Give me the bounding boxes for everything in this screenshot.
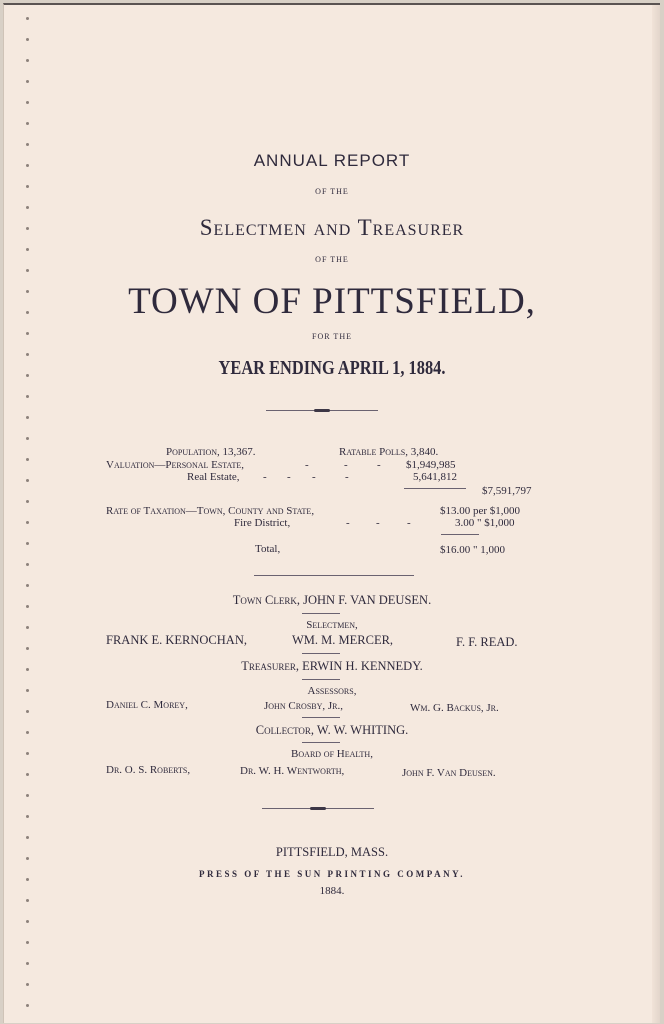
stitch-mark xyxy=(26,353,29,356)
selectman-3: F. F. READ. xyxy=(456,635,518,649)
stitch-mark xyxy=(26,248,29,251)
stitch-mark xyxy=(26,542,29,545)
assessor-2: John Crosby, Jr., xyxy=(264,700,343,712)
dash: - xyxy=(377,459,381,471)
title-town-of-pittsfield: TOWN OF PITTSFIELD, xyxy=(128,281,536,322)
selectman-2: WM. M. MERCER, xyxy=(292,633,394,647)
health-member-3: John F. Van Deusen. xyxy=(402,767,496,779)
title-year-ending: YEAR ENDING APRIL 1, 1884. xyxy=(218,357,446,379)
stitch-mark xyxy=(26,416,29,419)
report-title-page xyxy=(3,3,660,1023)
stitch-mark xyxy=(26,80,29,83)
stitch-mark xyxy=(26,815,29,818)
stitch-mark xyxy=(26,122,29,125)
stitch-mark xyxy=(26,647,29,650)
stitch-mark xyxy=(26,374,29,377)
rate-value: $13.00 per $1,000 xyxy=(440,505,521,517)
stitch-mark xyxy=(26,794,29,797)
stitch-mark xyxy=(26,521,29,524)
treasurer: Treasurer, ERWIN H. KENNEDY. xyxy=(241,659,423,673)
stitch-mark xyxy=(26,920,29,923)
selectmen-heading: Selectmen, xyxy=(306,619,358,631)
health-member-1: Dr. O. S. Roberts, xyxy=(106,764,191,776)
total-value: $16.00 " 1,000 xyxy=(440,544,505,556)
stitch-mark xyxy=(26,437,29,440)
sum-rule xyxy=(404,488,466,489)
sum-rule xyxy=(441,534,479,535)
assessor-1: Daniel C. Morey, xyxy=(106,699,188,711)
stitch-mark xyxy=(26,59,29,62)
short-rule xyxy=(302,653,340,654)
board-of-health-heading: Board of Health, xyxy=(291,748,373,760)
rate-of-taxation-label: Rate of Taxation—Town, County and State, xyxy=(106,505,315,517)
ratable-polls: Ratable Polls, 3,840. xyxy=(339,446,439,458)
stitch-mark xyxy=(26,962,29,965)
stitch-mark xyxy=(26,500,29,503)
title-of-the-1: OF THE xyxy=(315,187,349,196)
dash: - xyxy=(312,471,316,483)
dash: - xyxy=(305,459,309,471)
imprint-year: 1884. xyxy=(319,885,345,897)
dash: - xyxy=(407,517,411,529)
dash: - xyxy=(346,517,350,529)
personal-estate-value: $1,949,985 xyxy=(406,459,456,471)
health-member-2: Dr. W. H. Wentworth, xyxy=(240,765,345,777)
stitch-mark xyxy=(26,941,29,944)
dash: - xyxy=(344,459,348,471)
stitch-mark xyxy=(26,710,29,713)
population: Population, 13,367. xyxy=(166,446,256,458)
dash: - xyxy=(345,471,349,483)
total-label: Total, xyxy=(255,543,281,555)
real-estate-value: 5,641,812 xyxy=(413,471,457,483)
imprint-place: PITTSFIELD, MASS. xyxy=(275,845,389,859)
stitch-mark xyxy=(26,143,29,146)
fire-district-label: Fire District, xyxy=(234,517,291,529)
short-rule xyxy=(302,717,340,718)
stitch-mark xyxy=(26,269,29,272)
assessors-heading: Assessors, xyxy=(307,685,357,697)
dash: - xyxy=(376,517,380,529)
assessor-3: Wm. G. Backus, Jr. xyxy=(410,702,499,714)
valuation-label: Valuation—Personal Estate, xyxy=(106,459,244,471)
title-of-the-2: OF THE xyxy=(315,255,349,264)
valuation-total: $7,591,797 xyxy=(482,485,532,497)
stitch-mark xyxy=(26,563,29,566)
dash: - xyxy=(263,471,267,483)
divider-rule xyxy=(254,575,414,576)
title-for-the: FOR THE xyxy=(312,332,352,341)
stitch-mark xyxy=(26,899,29,902)
stitch-mark xyxy=(26,983,29,986)
short-rule xyxy=(302,679,340,680)
stitch-mark xyxy=(26,458,29,461)
short-rule xyxy=(302,613,340,614)
stitch-mark xyxy=(26,479,29,482)
selectman-1: FRANK E. KERNOCHAN, xyxy=(106,633,247,647)
stitch-mark xyxy=(26,773,29,776)
title-annual-report: ANNUAL REPORT xyxy=(253,151,411,170)
real-estate-label: Real Estate, xyxy=(187,471,240,483)
ornament-dot-top xyxy=(314,409,330,412)
dash: - xyxy=(287,471,291,483)
stitch-mark xyxy=(26,395,29,398)
stitch-mark xyxy=(26,206,29,209)
stitch-mark xyxy=(26,17,29,20)
stitch-mark xyxy=(26,584,29,587)
stitch-mark xyxy=(26,1004,29,1007)
stitch-mark xyxy=(26,836,29,839)
stitch-mark xyxy=(26,38,29,41)
ornament-dot-bottom xyxy=(310,807,326,810)
imprint-press: PRESS OF THE SUN PRINTING COMPANY. xyxy=(198,869,466,879)
title-selectmen-treasurer: Selectmen and Treasurer xyxy=(199,215,465,240)
stitch-mark xyxy=(26,101,29,104)
short-rule xyxy=(302,742,340,743)
fire-district-value: 3.00 " $1,000 xyxy=(455,517,515,529)
town-clerk: Town Clerk, JOHN F. VAN DEUSEN. xyxy=(232,593,432,607)
collector: Collector, W. W. WHITING. xyxy=(255,723,409,737)
